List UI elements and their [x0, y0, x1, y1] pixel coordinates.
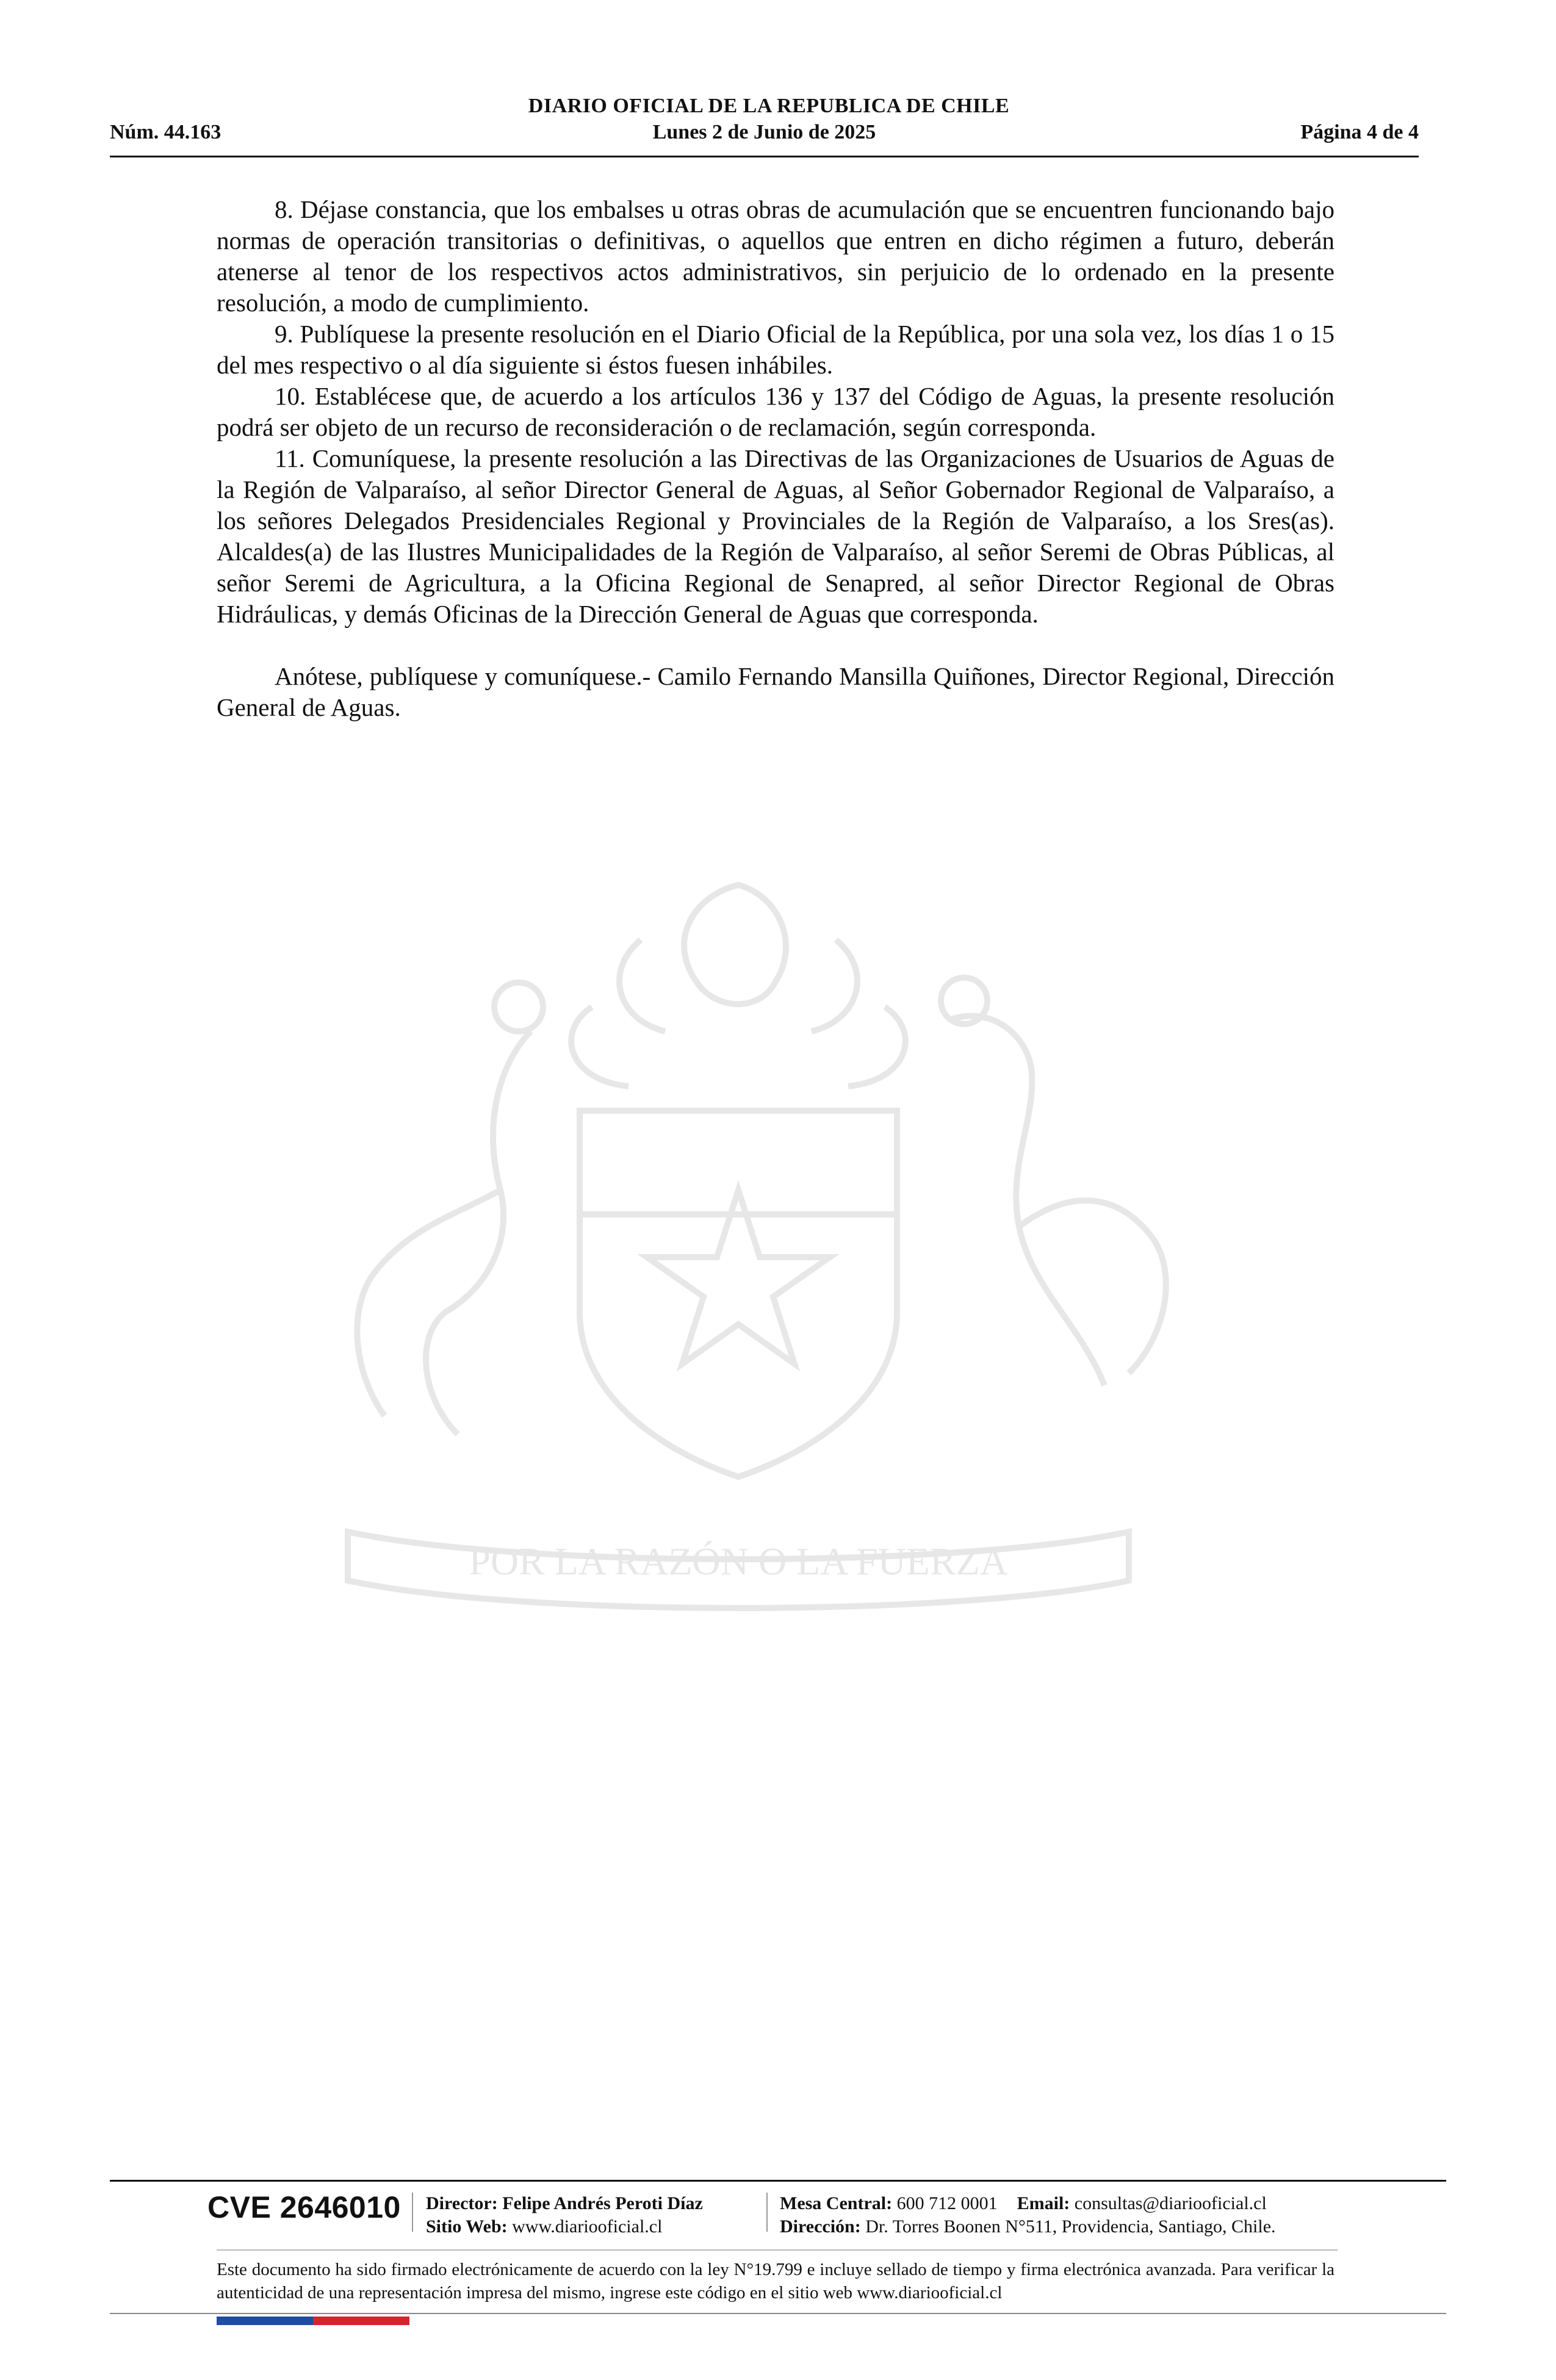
footer-director-block: [426, 2192, 703, 2238]
mesa-label: Mesa Central:: [780, 2193, 893, 2213]
signature-notice: Este documento ha sido firmado electrónicamente de acuerdo con la ley N°19.799 e incluye sellado de tiempo y firma electrónica avanzada. Para verificar la autenticidad de una representación impresa del mismo, ingrese este código en el sitio web www.diariooficial.cl: [217, 2260, 1334, 2302]
paragraph-10: 10. Establécese que, de acuerdo a los artículos 136 y 137 del Código de Aguas, la presente resolución podrá ser objeto de un recurso de reconsideración o de reclamación, según corresponda.: [217, 382, 1334, 441]
footer-separator: [412, 2193, 413, 2232]
website-label: Sitio Web:: [426, 2216, 508, 2237]
website-link[interactable]: www.diariooficial.cl: [512, 2216, 663, 2237]
mesa-phone: 600 712 0001: [896, 2193, 998, 2213]
director-label: Director:: [426, 2193, 498, 2213]
footer-divider-top: [110, 2180, 1446, 2182]
flag-stripe-red: [313, 2317, 409, 2325]
issue-date: Lunes 2 de Junio de 2025: [652, 121, 876, 143]
paragraph-8: 8. Déjase constancia, que los embalses u otras obras de acumulación que se encuentren funcionando bajo normas de operación transitorias o definitivas, o aquellos que entren en dicho régimen a futuro, deberán atenerse al tenor de los respectivos actos administrativos, sin perjuicio de lo ordenado en la presente resolución, a modo de cumplimiento.: [217, 195, 1334, 317]
cve-code: CVE 2646010: [207, 2190, 401, 2224]
director-name: Felipe Andrés Peroti Díaz: [502, 2193, 703, 2213]
header-row: [110, 121, 1419, 148]
motto-text: POR LA RAZÓN O LA FUERZA: [469, 1540, 1008, 1583]
flag-stripe-blue: [217, 2317, 313, 2325]
header-divider: [110, 156, 1419, 157]
email-label: Email:: [1017, 2193, 1070, 2213]
paragraph-11: 11. Comuníquese, la presente resolución a las Directivas de las Organizaciones de Usuarios de Aguas de la Región de Valparaíso, al señor Director General de Aguas, al Señor Gobernador Regional de Valparaíso, a los señores Delegados Presidenciales Regional y Provinciales de la Región de Valparaíso, a los Sres(as). Alcaldes(a) de las Ilustres Municipalidades de la Región de Valparaíso, al señor Seremi de Obras Públicas, al señor Seremi de Agricultura, a la Oficina Regional de Senapred, al señor Director Regional de Obras Hidráulicas, y demás Oficinas de la Dirección General de Aguas que corresponda.: [217, 444, 1334, 628]
footer-separator: [766, 2193, 768, 2232]
gazette-title: DIARIO OFICIAL DE LA REPUBLICA DE CHILE: [528, 95, 1010, 117]
closing-signature: Anótese, publíquese y comuníquese.- Camilo Fernando Mansilla Quiñones, Director Regional, Dirección General de Aguas.: [217, 662, 1334, 721]
resolution-body: [217, 194, 1334, 723]
footer-divider-mid: [217, 2249, 1338, 2251]
address-value: Dr. Torres Boonen N°511, Providencia, Santiago, Chile.: [865, 2216, 1276, 2237]
issue-number: Núm. 44.163: [110, 121, 222, 143]
page-indicator: Página 4 de 4: [1300, 121, 1419, 143]
footer-divider-bottom: [110, 2313, 1446, 2314]
footer-contact-block: [780, 2192, 1276, 2238]
paragraph-9: 9. Publíquese la presente resolución en el Diario Oficial de la República, por una sola vez, los días 1 o 15 del mes respectivo o al día siguiente si éstos fuesen inhábiles.: [217, 320, 1334, 379]
coat-of-arms-watermark: [214, 848, 1263, 1666]
address-label: Dirección:: [780, 2216, 861, 2237]
email-link[interactable]: consultas@diariooficial.cl: [1074, 2193, 1267, 2213]
